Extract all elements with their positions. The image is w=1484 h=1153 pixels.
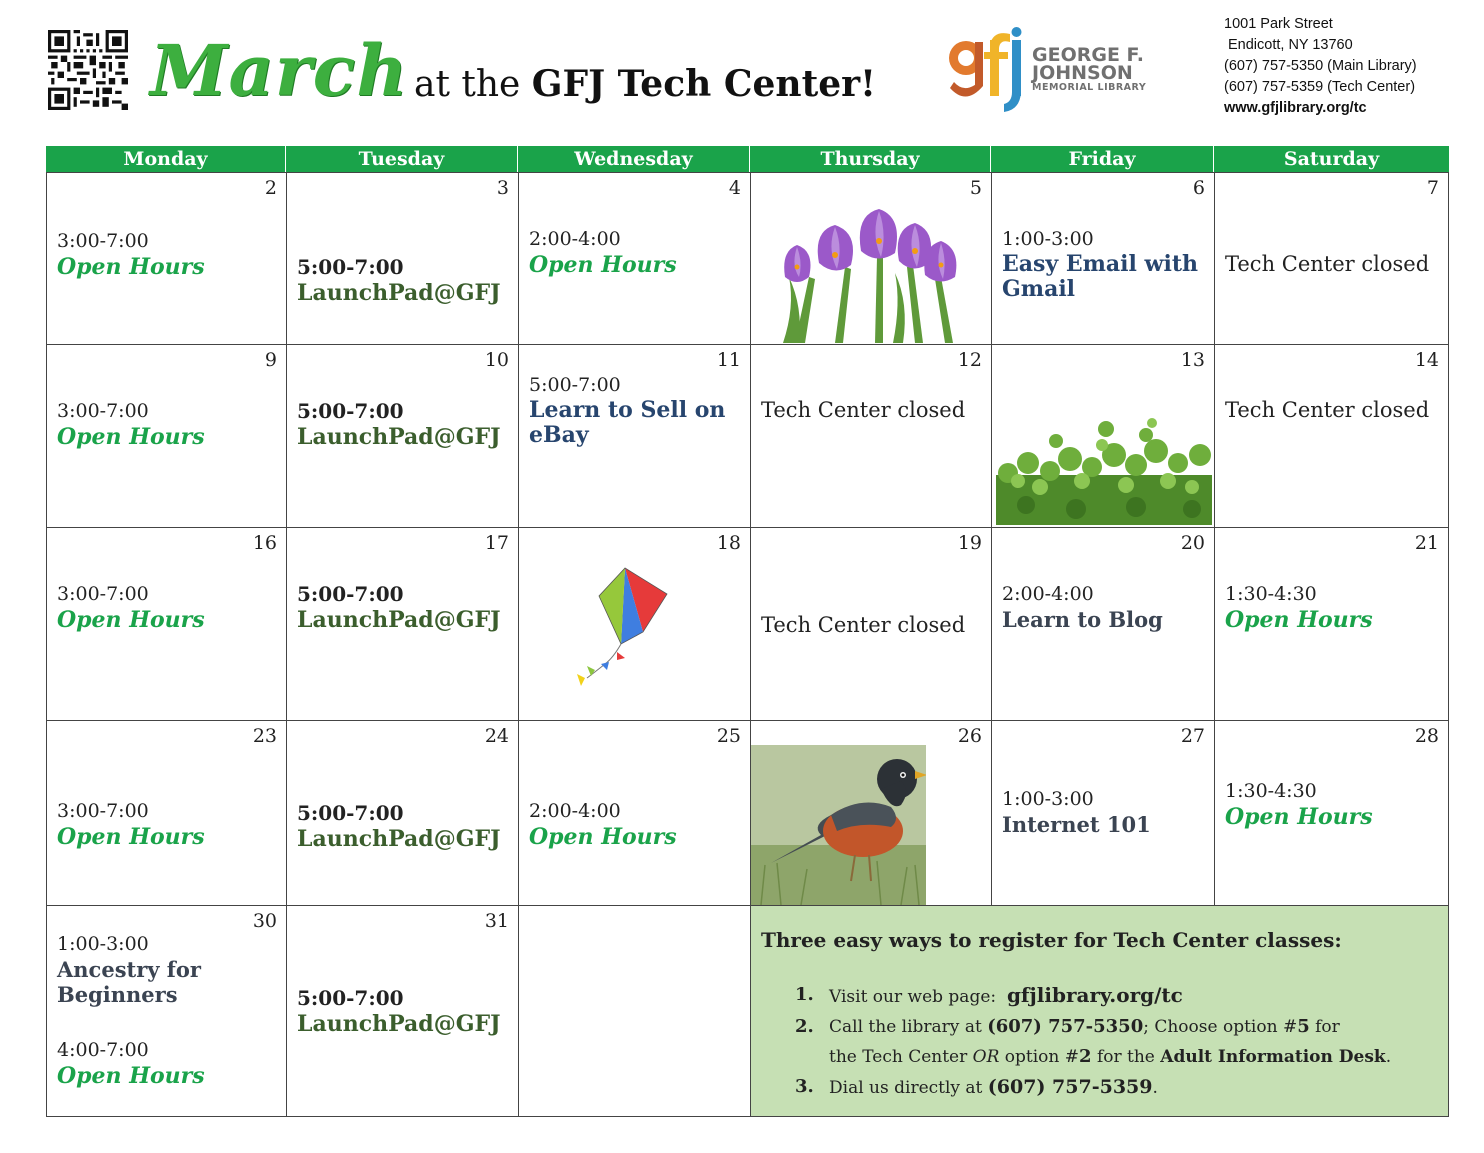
event-time: 2:00-4:00: [529, 228, 621, 250]
event-title: Ancestry for Beginners: [57, 957, 201, 1007]
kite-icon: [573, 566, 673, 690]
event-time: 2:00-4:00: [1002, 583, 1094, 605]
event-time: 1:30-4:30: [1225, 583, 1317, 605]
title-month: March: [150, 29, 409, 112]
date-number: 12: [957, 349, 982, 371]
date-number: 14: [1414, 349, 1439, 371]
date-number: 28: [1414, 725, 1439, 747]
option-number: 2: [1079, 1046, 1092, 1067]
header-saturday: Saturday: [1214, 146, 1449, 172]
header-thursday: Thursday: [750, 146, 991, 172]
website-link[interactable]: gfjlibrary.org/tc: [1006, 983, 1183, 1007]
event-title: Internet 101: [1002, 812, 1151, 837]
calendar-cell[interactable]: [991, 172, 1214, 344]
calendar-cell[interactable]: [46, 172, 286, 344]
website-link[interactable]: www.gfjlibrary.org/tc: [1224, 100, 1367, 116]
event-time: 5:00-7:00: [297, 255, 404, 279]
calendar-cell[interactable]: [750, 527, 991, 720]
header-wednesday: Wednesday: [518, 146, 750, 172]
header-monday: Monday: [46, 146, 286, 172]
date-number: 7: [1426, 177, 1439, 199]
date-number: 31: [484, 910, 509, 932]
event-title: Open Hours: [57, 1063, 205, 1089]
calendar-cell[interactable]: [991, 527, 1214, 720]
date-number: 3: [496, 177, 509, 199]
event-title: Open Hours: [529, 252, 677, 278]
robin-bird-icon: [751, 745, 926, 905]
reg-text: option #: [999, 1047, 1080, 1067]
date-number: 24: [484, 725, 509, 747]
address-city: Endicott, NY 13760: [1228, 37, 1353, 53]
date-number: 11: [716, 349, 741, 371]
date-number: 10: [484, 349, 509, 371]
reg-text: for: [1309, 1017, 1340, 1037]
calendar-cell-empty: [518, 905, 750, 1116]
event-title: LaunchPad@GFJ: [297, 424, 501, 450]
qr-code-icon: [48, 30, 128, 110]
library-logo-text: [1032, 46, 1146, 94]
date-number: 2: [264, 177, 277, 199]
calendar-cell[interactable]: [286, 527, 518, 720]
event-title: Open Hours: [57, 254, 205, 280]
event-title: Tech Center closed: [1225, 252, 1430, 276]
logo-line-2: JOHNSON: [1032, 62, 1133, 84]
address-phone-tech: (607) 757-5359 (Tech Center): [1224, 79, 1416, 95]
reg-text: .: [1152, 1078, 1158, 1098]
list-item: [795, 1072, 1435, 1103]
phone-tech[interactable]: (607) 757-5359: [987, 1076, 1153, 1098]
calendar-cell[interactable]: [46, 527, 286, 720]
event-time: 1:00-3:00: [1002, 788, 1094, 810]
event-title: Open Hours: [57, 424, 205, 450]
calendar-cell[interactable]: [1214, 720, 1449, 905]
event-title: Open Hours: [57, 824, 205, 850]
calendar-cell[interactable]: [991, 720, 1214, 905]
list-number: 2.: [795, 1016, 814, 1037]
list-item-continued: [795, 1042, 1435, 1072]
reg-text: the Tech Center: [829, 1047, 973, 1067]
calendar-cell[interactable]: [750, 720, 991, 905]
date-number: 9: [264, 349, 277, 371]
crocus-flowers-icon: [775, 207, 965, 343]
event-time: 1:00-3:00: [57, 933, 149, 955]
address-phone-main: (607) 757-5350 (Main Library): [1224, 58, 1417, 74]
address-street: 1001 Park Street: [1224, 16, 1333, 32]
event-time: 5:00-7:00: [297, 986, 404, 1010]
header-friday: Friday: [991, 146, 1214, 172]
title-center-name: GFJ Tech Center!: [531, 63, 876, 105]
reg-text: ; Choose option #: [1143, 1017, 1298, 1037]
calendar-cell[interactable]: [286, 720, 518, 905]
date-number: 18: [716, 532, 741, 554]
event-time: 5:00-7:00: [297, 399, 404, 423]
date-number: 27: [1180, 725, 1205, 747]
calendar-cell[interactable]: [1214, 172, 1449, 344]
calendar-cell[interactable]: [286, 344, 518, 527]
registration-title: Three easy ways to register for Tech Center classes:: [761, 928, 1342, 952]
date-number: 6: [1192, 177, 1205, 199]
logo-line-3: MEMORIAL LIBRARY: [1032, 82, 1147, 93]
reg-text: Call the library at: [829, 1017, 988, 1037]
event-title: Learn to Sell on eBay: [529, 397, 726, 448]
reg-text: .: [1385, 1047, 1392, 1067]
date-number: 13: [1180, 349, 1205, 371]
calendar-cell[interactable]: [286, 905, 518, 1116]
event-title: Open Hours: [57, 607, 205, 633]
clover-sprouts-icon: [996, 415, 1212, 525]
registration-list: [795, 980, 1435, 1103]
calendar-cell[interactable]: [46, 344, 286, 527]
library-address: [1224, 14, 1417, 119]
calendar-cell[interactable]: [750, 344, 991, 527]
event-time: 1:00-3:00: [1002, 228, 1094, 250]
event-title: LaunchPad@GFJ: [297, 607, 501, 633]
logo-line-1: GEORGE F.: [1032, 44, 1144, 66]
event-title: Open Hours: [529, 824, 677, 850]
phone-main[interactable]: (607) 757-5350: [987, 1016, 1144, 1037]
event-title: LaunchPad@GFJ: [297, 1011, 501, 1037]
event-title: Tech Center closed: [761, 613, 966, 637]
date-number: 4: [728, 177, 741, 199]
calendar-cell[interactable]: [518, 344, 750, 527]
calendar-cell[interactable]: [991, 344, 1214, 527]
date-number: 30: [252, 910, 277, 932]
list-item: [795, 1012, 1435, 1042]
title-subtitle: [414, 60, 876, 109]
reg-text: Visit our web page:: [829, 987, 997, 1007]
desk-name: Adult Information Desk: [1160, 1047, 1386, 1067]
date-number: 16: [252, 532, 277, 554]
date-number: 20: [1180, 532, 1205, 554]
header-tuesday: Tuesday: [286, 146, 518, 172]
reg-text: for the: [1091, 1047, 1161, 1067]
event-time: 5:00-7:00: [529, 374, 621, 396]
calendar-cell[interactable]: [518, 720, 750, 905]
calendar-cell[interactable]: [750, 172, 991, 344]
event-time: 5:00-7:00: [297, 801, 404, 825]
event-title: Tech Center closed: [761, 398, 966, 422]
event-title: Open Hours: [1225, 804, 1373, 830]
date-number: 19: [957, 532, 982, 554]
list-item: [795, 980, 1435, 1012]
event-time: 1:30-4:30: [1225, 780, 1317, 802]
calendar-cell[interactable]: [46, 905, 286, 1116]
event-time: 3:00-7:00: [57, 583, 149, 605]
event-time: 3:00-7:00: [57, 400, 149, 422]
date-number: 17: [484, 532, 509, 554]
reg-text-emphasis: OR: [972, 1047, 1000, 1067]
event-title: LaunchPad@GFJ: [297, 280, 501, 306]
date-number: 5: [969, 177, 982, 199]
event-title: LaunchPad@GFJ: [297, 826, 501, 852]
calendar-cell[interactable]: [1214, 344, 1449, 527]
date-number: 25: [716, 725, 741, 747]
reg-text: Dial us directly at: [829, 1078, 988, 1098]
calendar-cell[interactable]: [518, 527, 750, 720]
event-title: Learn to Blog: [1002, 607, 1163, 632]
date-number: 26: [957, 725, 982, 747]
event-title: Tech Center closed: [1225, 398, 1430, 422]
registration-panel: [750, 905, 1449, 1116]
list-number: 1.: [795, 984, 814, 1005]
event-title: Open Hours: [1225, 607, 1373, 633]
event-time: 5:00-7:00: [297, 582, 404, 606]
event-time: 2:00-4:00: [529, 800, 621, 822]
date-number: 21: [1414, 532, 1439, 554]
event-time: 4:00-7:00: [57, 1039, 149, 1061]
calendar-grid: [46, 146, 1449, 1117]
list-number: 3.: [795, 1076, 814, 1097]
calendar-cell[interactable]: [518, 172, 750, 344]
event-time: 3:00-7:00: [57, 800, 149, 822]
calendar-cell[interactable]: [286, 172, 518, 344]
event-title: Easy Email with Gmail: [1002, 251, 1198, 302]
calendar-cell[interactable]: [46, 720, 286, 905]
title-prefix: at the: [414, 64, 532, 105]
option-number: 5: [1297, 1016, 1310, 1037]
event-time: 3:00-7:00: [57, 230, 149, 252]
date-number: 23: [252, 725, 277, 747]
calendar-cell[interactable]: [1214, 527, 1449, 720]
